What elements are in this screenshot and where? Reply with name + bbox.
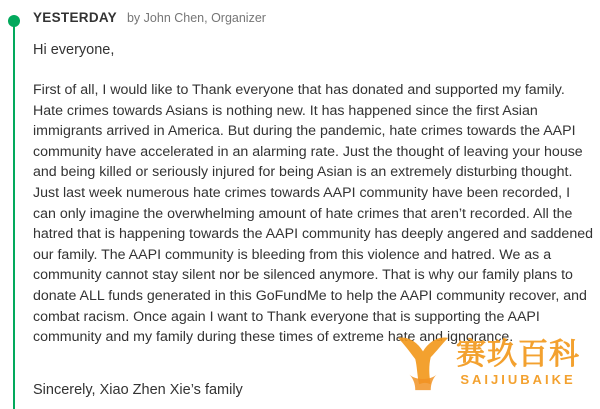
update-date: YESTERDAY xyxy=(33,10,117,25)
timeline-line xyxy=(13,22,15,409)
timeline-dot xyxy=(8,15,20,27)
whale-tail-icon xyxy=(394,332,452,394)
update-byline: by John Chen, Organizer xyxy=(126,11,266,25)
update-body: First of all, I would like to Thank everyone that has donated and supported my family. Hate crimes towards Asians is nothing new. It has happened since the first Asian immigrants arrived in America. But during the pandemic, hate crimes towards the AAPI community have accelerated in an alarming rate. Just the thought of leaving your house and being killed or seriously injured for being Asian is an extremely disturbing thought. Just last week numerous hate crimes towards AAPI community have been recorded, I can only imagine the overwhelming amount of hate crimes that aren’t recorded. All the hatred that is happening towards the AAPI community has deeply angered and saddened our family. The AAPI community is bleeding from this violence and hatred. We as a community cannot stay silent nor be silenced anymore. That is why our family plans to donate ALL funds generated in this GoFundMe to help the AAPI community recover, and combat racism. Once again I want to Thank everyone that is supporting the AAPI community and my family during these times of extreme hate and ignorance. xyxy=(33,82,593,346)
watermark-text-cn: 赛玖百科 xyxy=(456,337,580,372)
update-header xyxy=(33,10,598,34)
update-post xyxy=(33,10,598,348)
update-signoff: Sincerely, Xiao Zhen Xie’s family xyxy=(33,382,243,398)
watermark-logo xyxy=(394,328,590,398)
watermark-text-en: SAIJIUBAIKE xyxy=(460,372,576,387)
update-greeting: Hi everyone, xyxy=(33,42,115,58)
